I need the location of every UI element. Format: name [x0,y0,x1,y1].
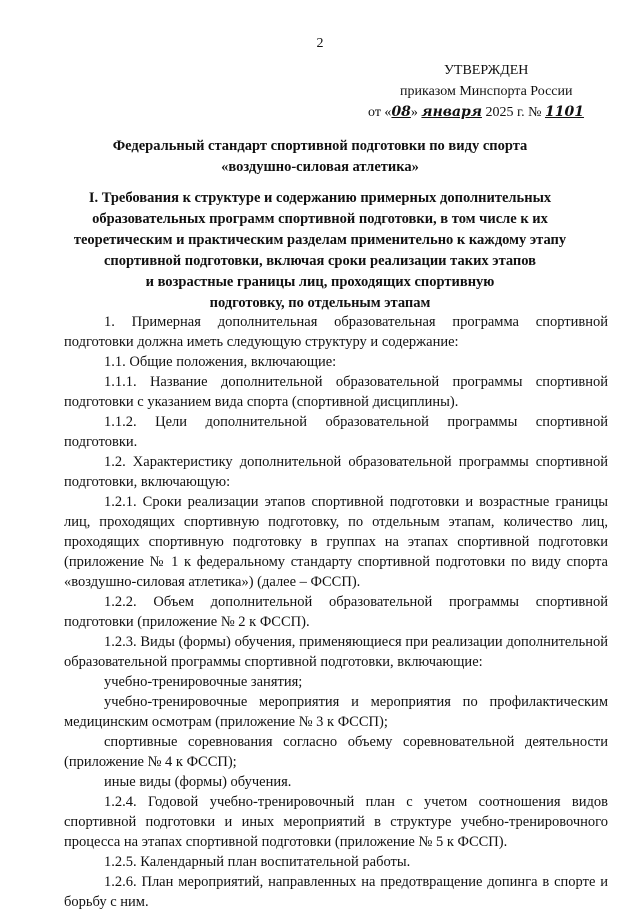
document-title-line: Федеральный стандарт спортивной подготовки по виду спорта [112,138,528,154]
paragraph: 1.2.2. Объем дополнительной образовательной программы спортивной подготовки (приложение № 2 к ФССП). [64,594,608,630]
handwritten-month: января [421,104,482,120]
document-title [60,136,580,178]
handwritten-day: 08 [391,104,411,120]
paragraph: учебно-тренировочные занятия; [104,674,303,690]
paragraph: учебно-тренировочные мероприятия и мероприятия по профилактическим медицинским осмотрам (приложение № 3 к ФССП); [64,694,608,730]
date-prefix: от « [368,105,392,120]
handwritten-order-number: 1101 [545,104,584,120]
paragraph: 1.2.6. План мероприятий, направленных на предотвращение допинга в спорте и борьбу с ним. [64,874,608,910]
order-line: приказом Минспорта России [400,84,573,99]
paragraph: 1. Примерная дополнительная образовательная программа спортивной подготовки должна иметь следующую структуру и содержание: [64,314,608,350]
date-mid: » [410,105,418,120]
paragraph: 1.2. Характеристику дополнительной образовательной программы спортивной подготовки, включающую: [64,454,608,490]
page-number: 2 [316,36,324,51]
section-title-line: I. Требования к структуре и содержанию примерных дополнительных [88,190,552,206]
paragraph: иные виды (формы) обучения. [104,774,292,790]
body-text [64,312,608,912]
section-title-line: и возрастные границы лиц, проходящих спортивную [145,274,495,290]
paragraph: 1.1.2. Цели дополнительной образовательной программы спортивной подготовки. [64,414,608,450]
paragraph: 1.2.5. Календарный план воспитательной работы. [104,854,411,870]
paragraph: 1.2.3. Виды (формы) обучения, применяющиеся при реализации дополнительной образовательной программы спортивной подготовки, включающие: [64,634,608,670]
paragraph: спортивные соревнования согласно объему соревновательной деятельности (приложение № 4 к ФССП); [64,734,608,770]
approval-stamp [368,60,630,123]
section-title [60,188,580,314]
section-title-line: образовательных программ спортивной подготовки, в том числе к их [92,211,548,227]
approved-label: УТВЕРЖДЕН [444,63,529,78]
order-date-line [368,102,630,123]
paragraph: 1.1.1. Название дополнительной образовательной программы спортивной подготовки с указанием вида спорта (спортивной дисциплины). [64,374,608,410]
section-title-line: теоретическим и практическим разделам применительно к каждому этапу [73,232,567,248]
document-title-line: «воздушно-силовая атлетика» [221,159,419,175]
section-title-line: спортивной подготовки, включая сроки реализации таких этапов [103,253,536,269]
paragraph: 1.1. Общие положения, включающие: [104,354,337,370]
paragraph: 1.2.4. Годовой учебно-тренировочный план с учетом соотношения видов спортивной подготовки и иных мероприятий в структуре учебно-тренировочного процесса на этапах спортивной подготовки (приложение № 5 к ФССП). [64,794,608,850]
section-title-line: подготовку, по отдельным этапам [209,295,431,311]
date-year: 2025 г. № [485,105,542,120]
paragraph: 1.2.1. Сроки реализации этапов спортивной подготовки и возрастные границы лиц, проходящих спортивную подготовку, по отдельным этапам, количество лиц, проходящих спортивную подготовку в группах на этапах спортивной подготовки (приложение № 1 к федеральному стандарту спортивной подготовки по виду спорта «воздушно-силовая атлетика») (далее – ФССП). [64,494,608,590]
